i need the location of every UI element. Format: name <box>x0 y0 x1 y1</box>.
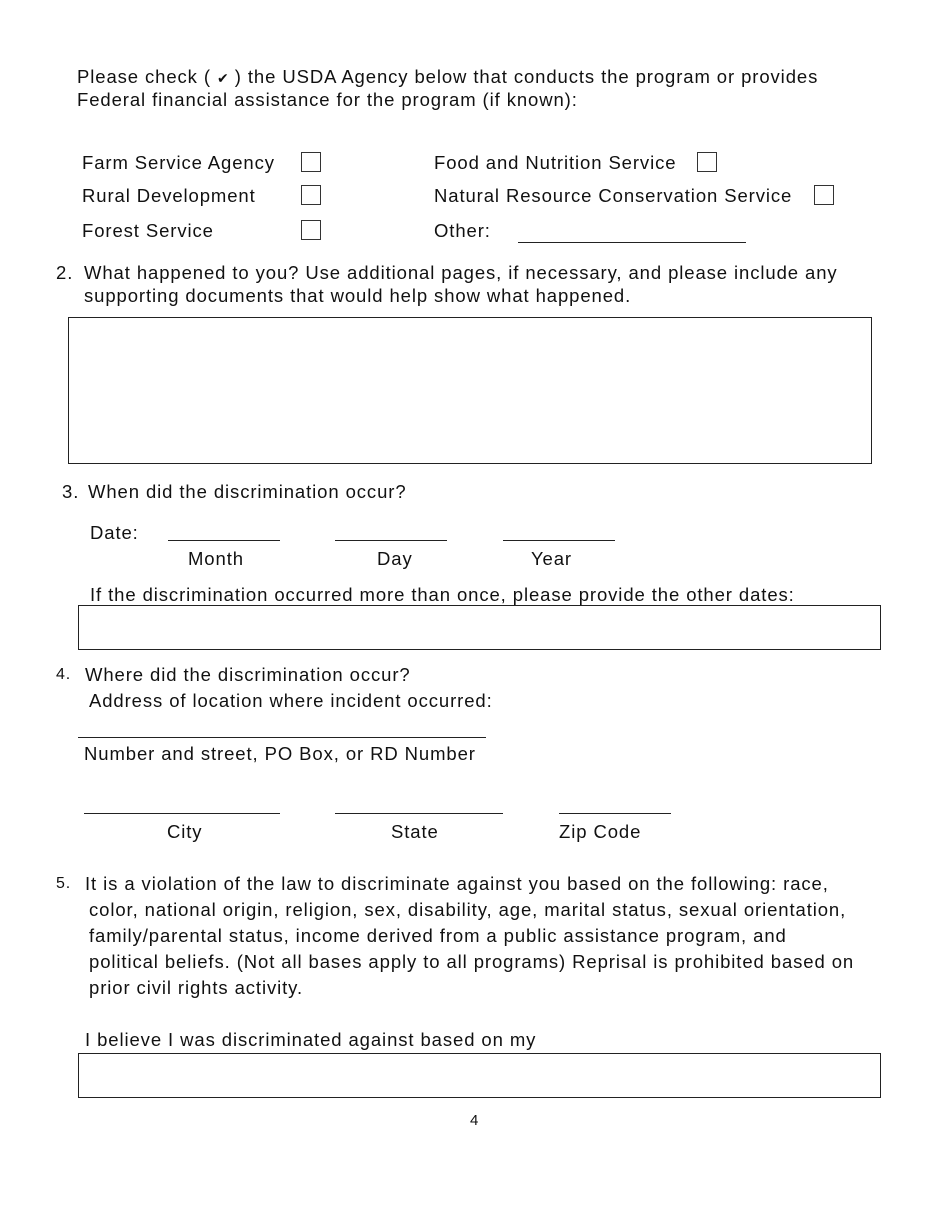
checkbox-food-nutrition[interactable] <box>697 152 717 172</box>
city-label: City <box>167 821 203 842</box>
agency-label-farm-service: Farm Service Agency <box>82 152 275 173</box>
q5-line-1: It is a violation of the law to discriminate against you based on the following: race, <box>85 873 829 894</box>
day-field[interactable] <box>335 540 447 541</box>
year-label: Year <box>531 548 572 569</box>
checkmark-icon: ✔ <box>216 71 229 87</box>
intro-line-2: Federal financial assistance for the program (if known): <box>77 89 578 110</box>
address-label: Address of location where incident occurred: <box>89 690 493 711</box>
q5-line-4: political beliefs. (Not all bases apply to all programs) Reprisal is prohibited based on <box>89 951 855 972</box>
q4-number: 4. <box>56 666 72 683</box>
state-field[interactable] <box>335 813 503 814</box>
year-field[interactable] <box>503 540 615 541</box>
agency-label-other: Other: <box>434 220 491 241</box>
city-field[interactable] <box>84 813 280 814</box>
q3-question: When did the discrimination occur? <box>88 481 407 502</box>
month-label: Month <box>188 548 244 569</box>
agency-label-nrcs: Natural Resource Conservation Service <box>434 185 793 206</box>
checkbox-forest-service[interactable] <box>301 220 321 240</box>
other-dates-textbox[interactable] <box>78 605 881 650</box>
belief-label: I believe I was discriminated against based on my <box>85 1029 537 1050</box>
q5-line-5: prior civil rights activity. <box>89 977 304 998</box>
other-agency-field[interactable] <box>518 242 746 243</box>
agency-label-forest-service: Forest Service <box>82 220 214 241</box>
page-number: 4 <box>470 1112 479 1129</box>
other-dates-label: If the discrimination occurred more than once, please provide the other dates: <box>90 584 795 605</box>
q2-line-1: What happened to you? Use additional pages, if necessary, and please include any <box>84 262 838 283</box>
q2-line-2: supporting documents that would help show what happened. <box>84 285 632 306</box>
what-happened-textbox[interactable] <box>68 317 872 464</box>
q3-number: 3. <box>62 481 80 502</box>
agency-label-rural-development: Rural Development <box>82 185 256 206</box>
q5-number: 5. <box>56 875 72 892</box>
discrimination-basis-textbox[interactable] <box>78 1053 881 1098</box>
street-label: Number and street, PO Box, or RD Number <box>84 743 476 764</box>
month-field[interactable] <box>168 540 280 541</box>
agency-label-food-nutrition: Food and Nutrition Service <box>434 152 677 173</box>
day-label: Day <box>377 548 413 569</box>
date-label: Date: <box>90 522 139 543</box>
zip-field[interactable] <box>559 813 671 814</box>
street-field[interactable] <box>78 737 486 738</box>
checkbox-farm-service[interactable] <box>301 152 321 172</box>
q5-line-3: family/parental status, income derived from a public assistance program, and <box>89 925 787 946</box>
checkbox-rural-development[interactable] <box>301 185 321 205</box>
intro-line-1: Please check ( ✔ ) the USDA Agency below that conducts the program or provides <box>77 66 819 87</box>
checkbox-nrcs[interactable] <box>814 185 834 205</box>
q4-question: Where did the discrimination occur? <box>85 664 411 685</box>
q5-line-2: color, national origin, religion, sex, disability, age, marital status, sexual orientation, <box>89 899 847 920</box>
state-label: State <box>391 821 439 842</box>
q2-number: 2. <box>56 262 74 283</box>
zip-label: Zip Code <box>559 821 642 842</box>
